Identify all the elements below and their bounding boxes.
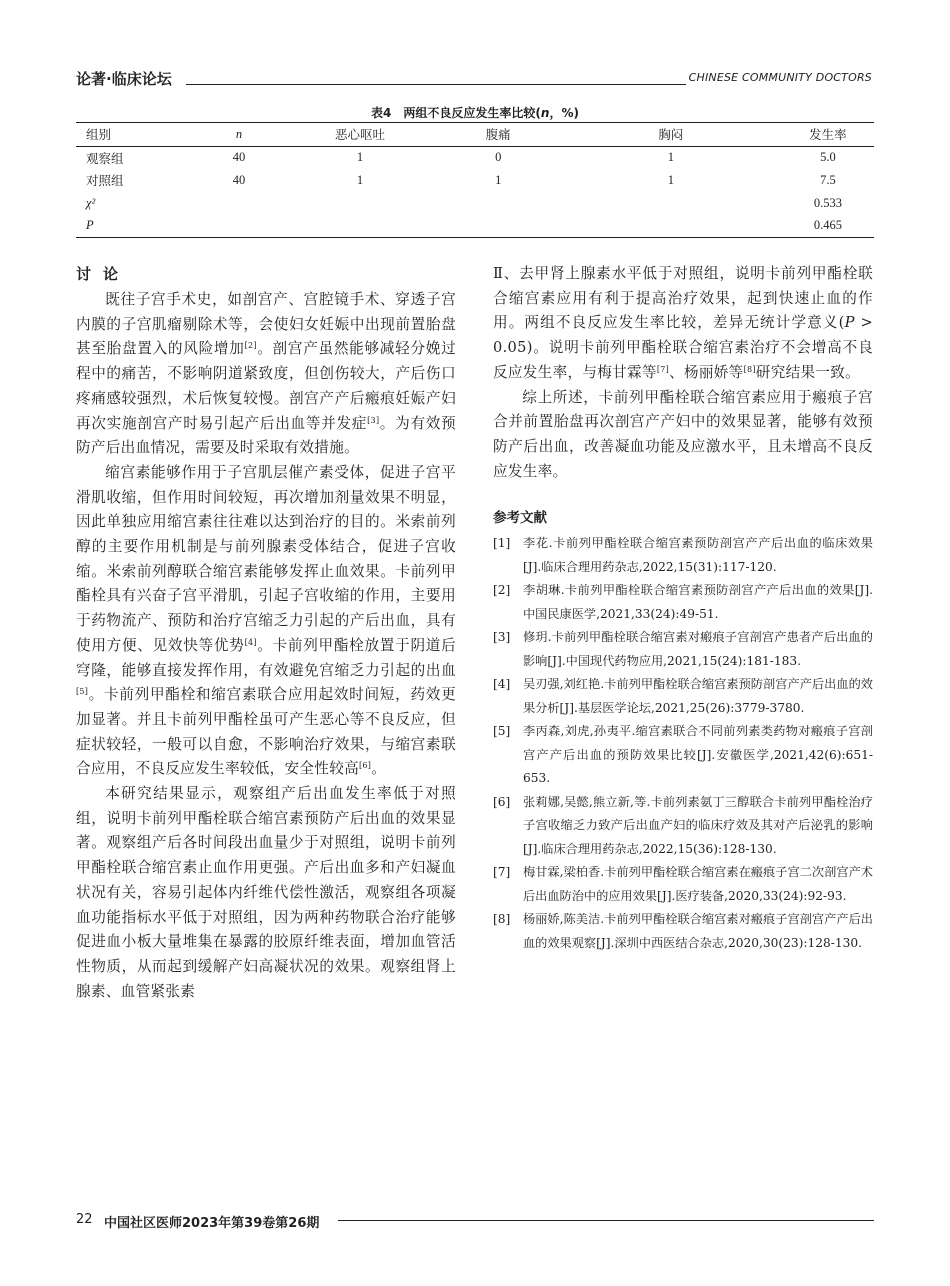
citation: [6]	[358, 761, 372, 771]
cell: χ²	[86, 195, 96, 210]
conclusion-paragraph: 综上所述，卡前列甲酯栓联合缩宫素应用于瘢痕子宫合并前置胎盘再次剖宫产产妇中的效果显著，能够有效预防产后出血，改善凝血功能及应激水平，且未增高不良反应发生率。	[493, 388, 873, 480]
cell: 0	[495, 150, 502, 165]
col-header-abdominal-pain: 腹痛	[485, 128, 511, 143]
table-caption: 表4 两组不良反应发生率比较(n，%)	[371, 106, 579, 120]
cell	[436, 192, 559, 215]
running-header-journal: CHINESE COMMUNITY DOCTORS	[688, 71, 872, 84]
citation: [3]	[367, 415, 380, 425]
citation: [5]	[76, 687, 89, 697]
citation: [8]	[743, 364, 756, 374]
reference-item: [8] 杨丽娇,陈美洁.卡前列甲酯栓联合缩宫素对瘢痕子宫剖宫产产后出血的效果观察[J].深圳中西医结合杂志,2020,30(23):128-130.	[493, 912, 873, 950]
right-column	[493, 262, 873, 955]
cell: 1	[667, 172, 674, 187]
cell: 1	[356, 172, 364, 187]
discussion-paragraph-2: 缩宫素能够作用于子宫肌层催产素受体，促进子宫平滑肌收缩，但作用时间较短，再次增加剂量效果不明显，因此单独应用缩宫素往往难以达到治疗的目的。米索前列醇的主要作用机制是与前列腺素受体结合，促进子宫收缩。米索前列醇联合缩宫素能够发挥止血效果。卡前列甲酯栓具有兴奋子宫平滑肌，引起子宫收缩的作用，主要用于药物流产、预防和治疗宫缩乏力引起的产后出血，具有使用方便、见效快等优势[4]。卡前列甲酯栓放置于阴道后穹隆，能够直接发挥作用，有效避免宫缩乏力引起的出血[5]。卡前列甲酯栓和缩宫素联合应用起效时间短，药效更加显著。并且卡前列甲酯栓虽可产生恶心等不良反应，但症状较轻，一般可以自愈，不影响治疗效果，与缩宫素联合应用，不良反应发生率较低，安全性较高[6]。	[76, 463, 456, 778]
cell: 0.465	[813, 218, 842, 233]
reference-item: [3] 修玥.卡前列甲酯栓联合缩宫素对瘢痕子宫剖宫产患者产后出血的影响[J].中国现代药物应用,2021,15(24):181-183.	[493, 630, 873, 668]
cell: 0.533	[813, 195, 842, 210]
reference-item: [6] 张莉娜,吴懿,熊立新,等.卡前列素氨丁三醇联合卡前列甲酯栓治疗子宫收缩乏力致产后出血产妇的临床疗效及其对产后泌乳的影响[J].临床合理用药杂志,2022,15(36):128-130.	[493, 794, 873, 856]
col-header-incidence: 发生率	[809, 128, 847, 143]
table-header-row	[76, 123, 874, 147]
cell	[284, 192, 437, 215]
table-row	[76, 169, 874, 192]
references-heading: 参考文献	[493, 510, 547, 527]
table-row	[76, 214, 874, 237]
cell: 40	[232, 150, 246, 165]
adverse-reaction-table	[76, 122, 874, 238]
col-header-n: n	[235, 126, 243, 141]
cell: P	[86, 218, 94, 233]
citation: [4]	[244, 637, 257, 647]
reference-item: [4] 吴刃强,刘红艳.卡前列甲酯栓联合缩宫素预防剖宫产产后出血的效果分析[J].基层医学论坛,2021,25(26):3779-3780.	[493, 677, 873, 715]
page-number: 22	[76, 1212, 93, 1227]
reference-item: [1] 李花.卡前列甲酯栓联合缩宫素预防剖宫产产后出血的临床效果[J].临床合理用药杂志,2022,15(31):117-120.	[493, 536, 873, 574]
running-header-section: 论著·临床论坛	[76, 70, 172, 88]
cell: 7.5	[820, 172, 836, 187]
reference-item: [2] 李胡琳.卡前列甲酯栓联合缩宫素预防剖宫产产后出血的效果[J].中国民康医学,2021,33(24):49-51.	[493, 583, 873, 621]
cell	[560, 214, 782, 237]
discussion-paragraph-3: 本研究结果显示，观察组产后出血发生率低于对照组，说明卡前列甲酯栓联合缩宫素预防产后出血的效果显著。观察组产后各时间段出血量少于对照组，说明卡前列甲酯栓联合缩宫素止血作用更强。产后出血多和产妇凝血状况有关，容易引起体内纤维代偿性激活，观察组各项凝血功能指标水平低于对照组，因为两种药物联合治疗能够促进血小板大量堆集在暴露的胶原纤维表面，增加血管活性物质，从而起到缓解产妇高凝状况的效果。观察组肾上腺素、血管紧张素	[76, 785, 456, 1000]
cell	[284, 214, 437, 237]
cell	[195, 214, 284, 237]
discussion-paragraph-3-continued: Ⅱ、去甲肾上腺素水平低于对照组，说明卡前列甲酯栓联合缩宫素应用有利于提高治疗效果，起到快速止血的作用。两组不良反应发生率比较，差异无统计学意义(P > 0.05)。说明卡前列甲酯栓联合缩宫素治疗不会增高不良反应发生率，与梅甘霖等[7]、杨丽娇等[8]研究结果一致。	[493, 265, 873, 381]
reference-list	[493, 532, 873, 955]
cell: 观察组	[86, 151, 124, 166]
reference-item: [5] 李丙森,刘虎,孙夷平.缩宫素联合不同前列素类药物对瘢痕子宫剖宫产产后出血的预防效果比较[J].安徽医学,2021,42(6):651-653.	[493, 724, 873, 786]
discussion-heading: 讨论	[76, 265, 131, 283]
cell: 对照组	[86, 174, 124, 189]
citation: [7]	[656, 364, 670, 374]
col-header-nausea: 恶心呕吐	[334, 128, 385, 143]
cell: 1	[495, 172, 502, 187]
cell	[560, 192, 782, 215]
reference-item: [7] 梅甘霖,梁柏香.卡前列甲酯栓联合缩宫素在瘢痕子宫二次剖宫产术后出血防治中的应用效果[J].医疗装备,2020,33(24):92-93.	[493, 865, 873, 903]
header-rule	[186, 84, 686, 85]
cell: 5.0	[820, 150, 836, 165]
cell	[436, 214, 559, 237]
table-row	[76, 192, 874, 215]
discussion-paragraph-1: 既往子宫手术史，如剖宫产、宫腔镜手术、穿透子宫内膜的子宫肌瘤剔除术等，会使妇女妊娠中出现前置胎盘甚至胎盘置入的风险增加[2]。剖宫产虽然能够减轻分娩过程中的痛苦，不影响阴道紧致度，但创伤较大，产后伤口疼痛感较强烈，术后恢复较慢。剖宫产产后瘢痕妊娠产妇再次实施剖宫产时易引起产后出血等并发症[3]。为有效预防产后出血情况，需要及时采取有效措施。	[76, 291, 456, 457]
cell: 1	[356, 150, 364, 165]
cell: 40	[232, 172, 246, 187]
left-column	[76, 262, 456, 1004]
footer-rule	[338, 1220, 874, 1221]
col-header-group: 组别	[86, 128, 112, 143]
table-row	[76, 146, 874, 169]
cell: 1	[667, 150, 674, 165]
col-header-chest-tightness: 胸闷	[658, 128, 684, 143]
footer-journal: 中国社区医师2023年第39卷第26期	[104, 1216, 320, 1231]
citation: [2]	[244, 341, 257, 351]
cell	[195, 192, 284, 215]
